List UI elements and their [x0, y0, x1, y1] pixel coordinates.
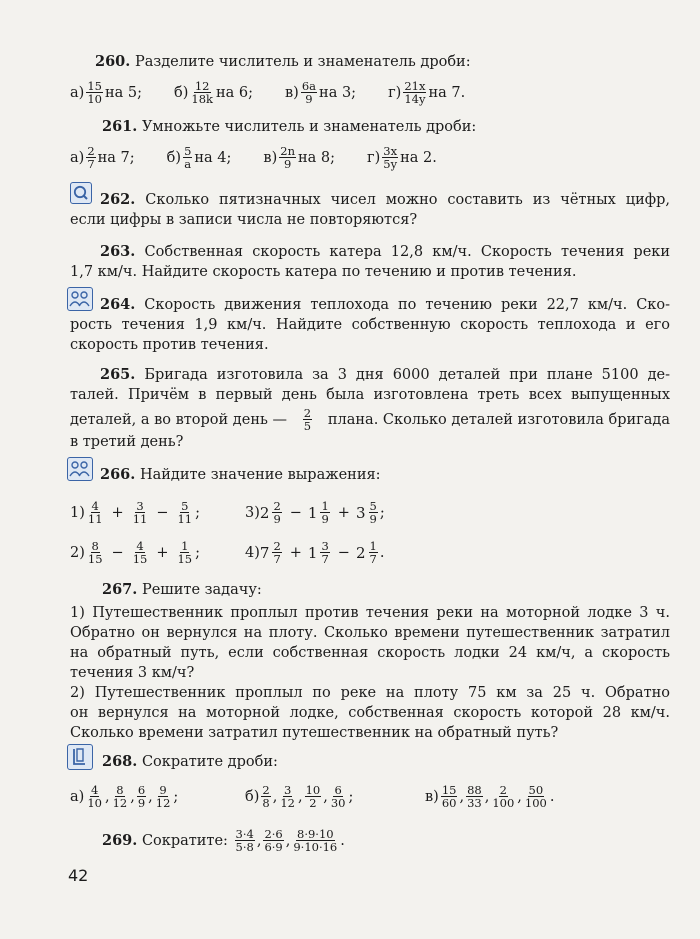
item-label: а) — [70, 84, 85, 101]
numerator: 88 — [467, 783, 482, 797]
fraction — [112, 784, 129, 809]
denominator: 7 — [321, 552, 329, 566]
fraction — [441, 784, 458, 809]
operator: + — [111, 504, 124, 521]
problem-text: Скорость движения теплохода по течению реки 22,7 км/ч. Ско- — [144, 297, 670, 313]
problem-268-heading — [102, 752, 278, 772]
problem-number: 266. — [100, 466, 136, 483]
fraction — [190, 80, 214, 105]
problem-text: Найдите значение выражения: — [139, 467, 381, 483]
fraction — [176, 540, 193, 565]
denominator: 6·9 — [264, 840, 283, 854]
numerator: 8 — [116, 783, 124, 797]
problem-text: деталей, а во второй день — — [70, 411, 287, 428]
problem-267-line: Сколько времени затратил путешественник на обратный путь? — [70, 725, 559, 741]
denominator: 11 — [132, 512, 148, 526]
punct: . — [379, 544, 385, 561]
item-text: на 2. — [400, 149, 437, 166]
denominator: 9 — [369, 512, 377, 526]
expression-2 — [70, 540, 200, 565]
item — [263, 145, 335, 170]
problem-267-line: течения 3 км/ч? — [70, 665, 195, 681]
problem-265-line3 — [70, 407, 670, 432]
problem-264-line2: рость течения 1,9 км/ч. Найдите собственную скорость теплохода и его — [70, 317, 670, 333]
numerator: 2 — [273, 539, 281, 553]
item — [174, 80, 253, 105]
numerator: 3 — [283, 783, 292, 797]
item — [367, 145, 437, 170]
item-text: на 3; — [319, 84, 357, 101]
numerator: 2 — [499, 783, 507, 797]
denominator: 9 — [137, 796, 146, 810]
problem-number: 264. — [100, 296, 136, 313]
problem-267-line: 1) Путешественник проплыл против течения реки на моторной лодке 3 ч. — [70, 605, 670, 621]
problem-269: 269. Сократите: $\frac{3\cdot 4}{5\cdot 8}$ , $\frac{2\cdot 6}{6\cdot 9}$ , $\frac{8\cdot 9\cdot 10}{9\cdot 10\cdot 16}$ . — [102, 827, 345, 854]
problem-number: 269. — [102, 831, 138, 849]
problem-text: Решите задачу: — [141, 582, 262, 598]
denominator: 15 — [87, 552, 103, 566]
numerator: 8·9·10 — [297, 827, 334, 841]
fraction — [132, 500, 149, 525]
item — [70, 145, 135, 170]
fraction — [279, 784, 296, 809]
problem-number: 265. — [100, 366, 136, 383]
problem-263-line1 — [100, 242, 670, 262]
item-label: а) — [70, 788, 85, 805]
denominator: 2 — [309, 796, 317, 810]
item-label: в) — [425, 788, 439, 805]
fraction — [235, 828, 255, 853]
problem-266-heading — [100, 465, 381, 485]
denominator: 11 — [87, 512, 103, 526]
item — [167, 145, 232, 170]
numerator: 1 — [321, 499, 329, 513]
whole-part: 1 — [307, 543, 318, 562]
fraction — [183, 145, 192, 170]
item-text: на 7. — [428, 84, 466, 101]
item-label: г) — [388, 84, 402, 101]
magnifier-icon — [70, 182, 92, 204]
item-label: б) — [245, 788, 260, 805]
fraction — [86, 145, 95, 170]
denominator: 5y — [383, 157, 398, 171]
denominator: 15 — [177, 552, 193, 566]
denominator: 10 — [87, 92, 102, 106]
problem-text: плана. Сколько деталей изготовила бригада — [327, 411, 670, 428]
denominator: 12 — [280, 796, 295, 810]
item-label: в) — [263, 149, 278, 166]
fraction — [263, 828, 283, 853]
problem-265-line1 — [100, 365, 670, 385]
item-text: на 8; — [297, 149, 336, 166]
denominator: 33 — [467, 796, 482, 810]
problem-268-group-b: б) $\frac{2}{8}$ , $\frac{3}{12}$ , $\frac{10}{2}$ , $\frac{6}{30}$ ; — [245, 783, 354, 810]
group-work-icon — [67, 287, 93, 311]
numerator: 5 — [369, 499, 377, 513]
item-text: на 5; — [104, 84, 142, 101]
fraction — [305, 784, 322, 809]
expression-3 — [245, 500, 385, 525]
fraction — [369, 500, 378, 525]
denominator: 8 — [262, 796, 270, 810]
denominator: 11 — [177, 512, 193, 526]
fraction — [87, 540, 104, 565]
fraction — [272, 500, 281, 525]
denominator: 18k — [191, 92, 213, 106]
denominator: 7 — [369, 552, 377, 566]
problem-262-line1 — [100, 190, 670, 210]
item-label: 3) — [245, 504, 260, 521]
item-label: в) — [285, 84, 299, 101]
fraction — [155, 784, 172, 809]
punct: ; — [195, 544, 201, 561]
item-label: 2) — [70, 544, 85, 561]
problem-268-group-a: а) $\frac{4}{10}$ , $\frac{8}{12}$ , $\frac{6}{9}$ , $\frac{9}{12}$ ; — [70, 783, 179, 810]
fraction — [466, 784, 483, 809]
denominator: 12 — [112, 796, 128, 810]
item-label: г) — [367, 149, 381, 166]
item-label: а) — [70, 149, 85, 166]
item-text: на 7; — [97, 149, 135, 166]
numerator: 2 — [87, 144, 95, 158]
item-label: 4) — [245, 544, 260, 561]
numerator: 6 — [137, 783, 146, 797]
problem-number: 263. — [100, 243, 136, 260]
problem-text: Бригада изготовила за 3 дня 6000 деталей при плане 5100 де- — [144, 367, 670, 383]
fraction — [403, 80, 426, 105]
problem-text: Сократите: — [141, 832, 228, 849]
operator: + — [337, 504, 350, 521]
numerator: 5 — [184, 144, 192, 158]
problem-264-line1 — [100, 295, 670, 315]
fraction — [491, 784, 515, 809]
denominator: 5·8 — [235, 840, 254, 854]
fraction — [320, 540, 329, 565]
denominator: 10 — [87, 796, 102, 810]
numerator: 1 — [181, 539, 189, 553]
fraction — [382, 145, 398, 170]
numerator: 4 — [136, 539, 144, 553]
problem-text: Умножьте числитель и знаменатель дроби: — [141, 119, 477, 135]
problem-261-heading — [102, 117, 476, 137]
numerator: 8 — [91, 539, 99, 553]
numerator: 4 — [91, 499, 99, 513]
fraction — [301, 80, 317, 105]
numerator: 10 — [305, 783, 321, 797]
problem-261-items — [70, 145, 670, 170]
textbook-icon — [67, 744, 93, 770]
denominator: 9 — [283, 157, 292, 171]
numerator: 15 — [87, 79, 102, 93]
whole-part: 1 — [307, 503, 318, 522]
denominator: 7 — [87, 157, 95, 171]
operator: − — [111, 544, 124, 561]
group-work-icon — [67, 457, 93, 481]
problem-number: 267. — [102, 581, 138, 598]
numerator: 2n — [280, 144, 295, 158]
fraction — [303, 407, 312, 432]
operator: − — [156, 504, 169, 521]
item-text: на 6; — [215, 84, 254, 101]
operator: − — [337, 544, 350, 561]
problem-number: 260. — [95, 53, 131, 70]
denominator: 9·10·16 — [293, 840, 338, 854]
denominator: 15 — [132, 552, 148, 566]
fraction — [176, 500, 193, 525]
item — [388, 80, 465, 105]
problem-260-items — [70, 80, 670, 105]
denominator: 9 — [305, 92, 313, 106]
punct: ; — [348, 788, 354, 805]
numerator: 12 — [194, 79, 210, 93]
whole-part: 2 — [259, 503, 270, 522]
problem-265-line2: талей. Причём в первый день была изготовлена треть всех выпущенных — [70, 387, 670, 403]
problem-263-line2: 1,7 км/ч. Найдите скорость катера по течению и против течения. — [70, 264, 577, 280]
numerator: 2 — [303, 406, 312, 420]
problem-text: Сколько пятизначных чисел можно составить из чётных цифр, — [145, 192, 670, 208]
numerator: 15 — [441, 783, 457, 797]
item-label: 1) — [70, 504, 85, 521]
numerator: 21x — [404, 79, 426, 93]
problem-number: 262. — [100, 191, 136, 208]
numerator: 3x — [383, 144, 398, 158]
denominator: 9 — [321, 512, 329, 526]
whole-part: 2 — [355, 543, 366, 562]
problem-260-heading — [95, 52, 471, 72]
expression-1 — [70, 500, 200, 525]
item-label: б) — [166, 149, 182, 166]
whole-part: 7 — [259, 543, 270, 562]
numerator: 2·6 — [264, 827, 283, 841]
numerator: 6 — [334, 783, 342, 797]
fraction — [320, 500, 329, 525]
denominator: 100 — [492, 796, 515, 810]
fraction — [330, 784, 347, 809]
fraction — [369, 540, 378, 565]
problem-267-line: 2) Путешественник проплыл по реке на плоту 75 км за 25 ч. Обратно — [70, 685, 670, 701]
punct: . — [340, 832, 345, 849]
numerator: 1 — [369, 539, 377, 553]
fraction — [137, 784, 146, 809]
problem-265-line4: в третий день? — [70, 434, 184, 450]
problem-267-line: Обратно он вернулся на плоту. Сколько времени путешественник затратил — [70, 625, 670, 641]
problem-text: Сократите дроби: — [141, 754, 278, 770]
problem-267-line: он вернулся на моторной лодке, собственная скорость которой 28 км/ч. — [70, 705, 670, 721]
item — [70, 80, 142, 105]
fraction — [86, 80, 103, 105]
punct: ; — [173, 788, 179, 805]
punct: . — [549, 788, 555, 805]
denominator: 12 — [155, 796, 171, 810]
fraction — [272, 540, 281, 565]
problem-text: Собственная скорость катера 12,8 км/ч. Скорость течения реки — [144, 244, 670, 260]
operator: + — [289, 544, 302, 561]
problem-text: Разделите числитель и знаменатель дроби: — [134, 54, 471, 70]
operator: − — [289, 504, 302, 521]
numerator: 2 — [262, 783, 270, 797]
fraction — [279, 145, 296, 170]
problem-262-line2: если цифры в записи числа не повторяются? — [70, 212, 418, 228]
numerator: 4 — [90, 783, 99, 797]
denominator: 9 — [273, 512, 281, 526]
problem-264-line3: скорость против течения. — [70, 337, 269, 353]
denominator: 30 — [330, 796, 346, 810]
numerator: 5 — [181, 499, 189, 513]
item — [285, 80, 356, 105]
fraction — [292, 828, 338, 853]
numerator: 3 — [136, 499, 144, 513]
numerator: 50 — [528, 783, 544, 797]
denominator: 14y — [404, 92, 426, 106]
denominator: 7 — [273, 552, 281, 566]
problem-267-heading — [102, 580, 262, 600]
expression-4 — [245, 540, 384, 565]
denominator: 100 — [524, 796, 547, 810]
numerator: 3·4 — [235, 827, 254, 841]
item-label: б) — [173, 84, 189, 101]
numerator: 3 — [321, 539, 329, 553]
denominator: 60 — [441, 796, 457, 810]
denominator: 5 — [303, 419, 312, 433]
numerator: 2 — [273, 499, 281, 513]
numerator: 6a — [301, 79, 317, 93]
denominator: a — [184, 157, 192, 171]
fraction — [86, 784, 103, 809]
fraction — [87, 500, 104, 525]
problem-number: 268. — [102, 753, 138, 770]
punct: ; — [379, 504, 385, 521]
item-text: на 4; — [194, 149, 232, 166]
page-number: 42 — [68, 866, 89, 885]
problem-267-line: на обратный путь, если собственная скорость лодки 24 км/ч, а скорость — [70, 645, 670, 661]
whole-part: 3 — [355, 503, 366, 522]
punct: ; — [195, 504, 201, 521]
operator: + — [156, 544, 169, 561]
fraction — [132, 540, 149, 565]
fraction — [261, 784, 270, 809]
problem-number: 261. — [102, 118, 138, 135]
fraction — [524, 784, 548, 809]
numerator: 9 — [159, 783, 167, 797]
problem-268-group-c: в) $\frac{15}{60}$ , $\frac{88}{33}$ , $\frac{2}{100}$ , $\frac{50}{100}$ . — [425, 783, 555, 810]
